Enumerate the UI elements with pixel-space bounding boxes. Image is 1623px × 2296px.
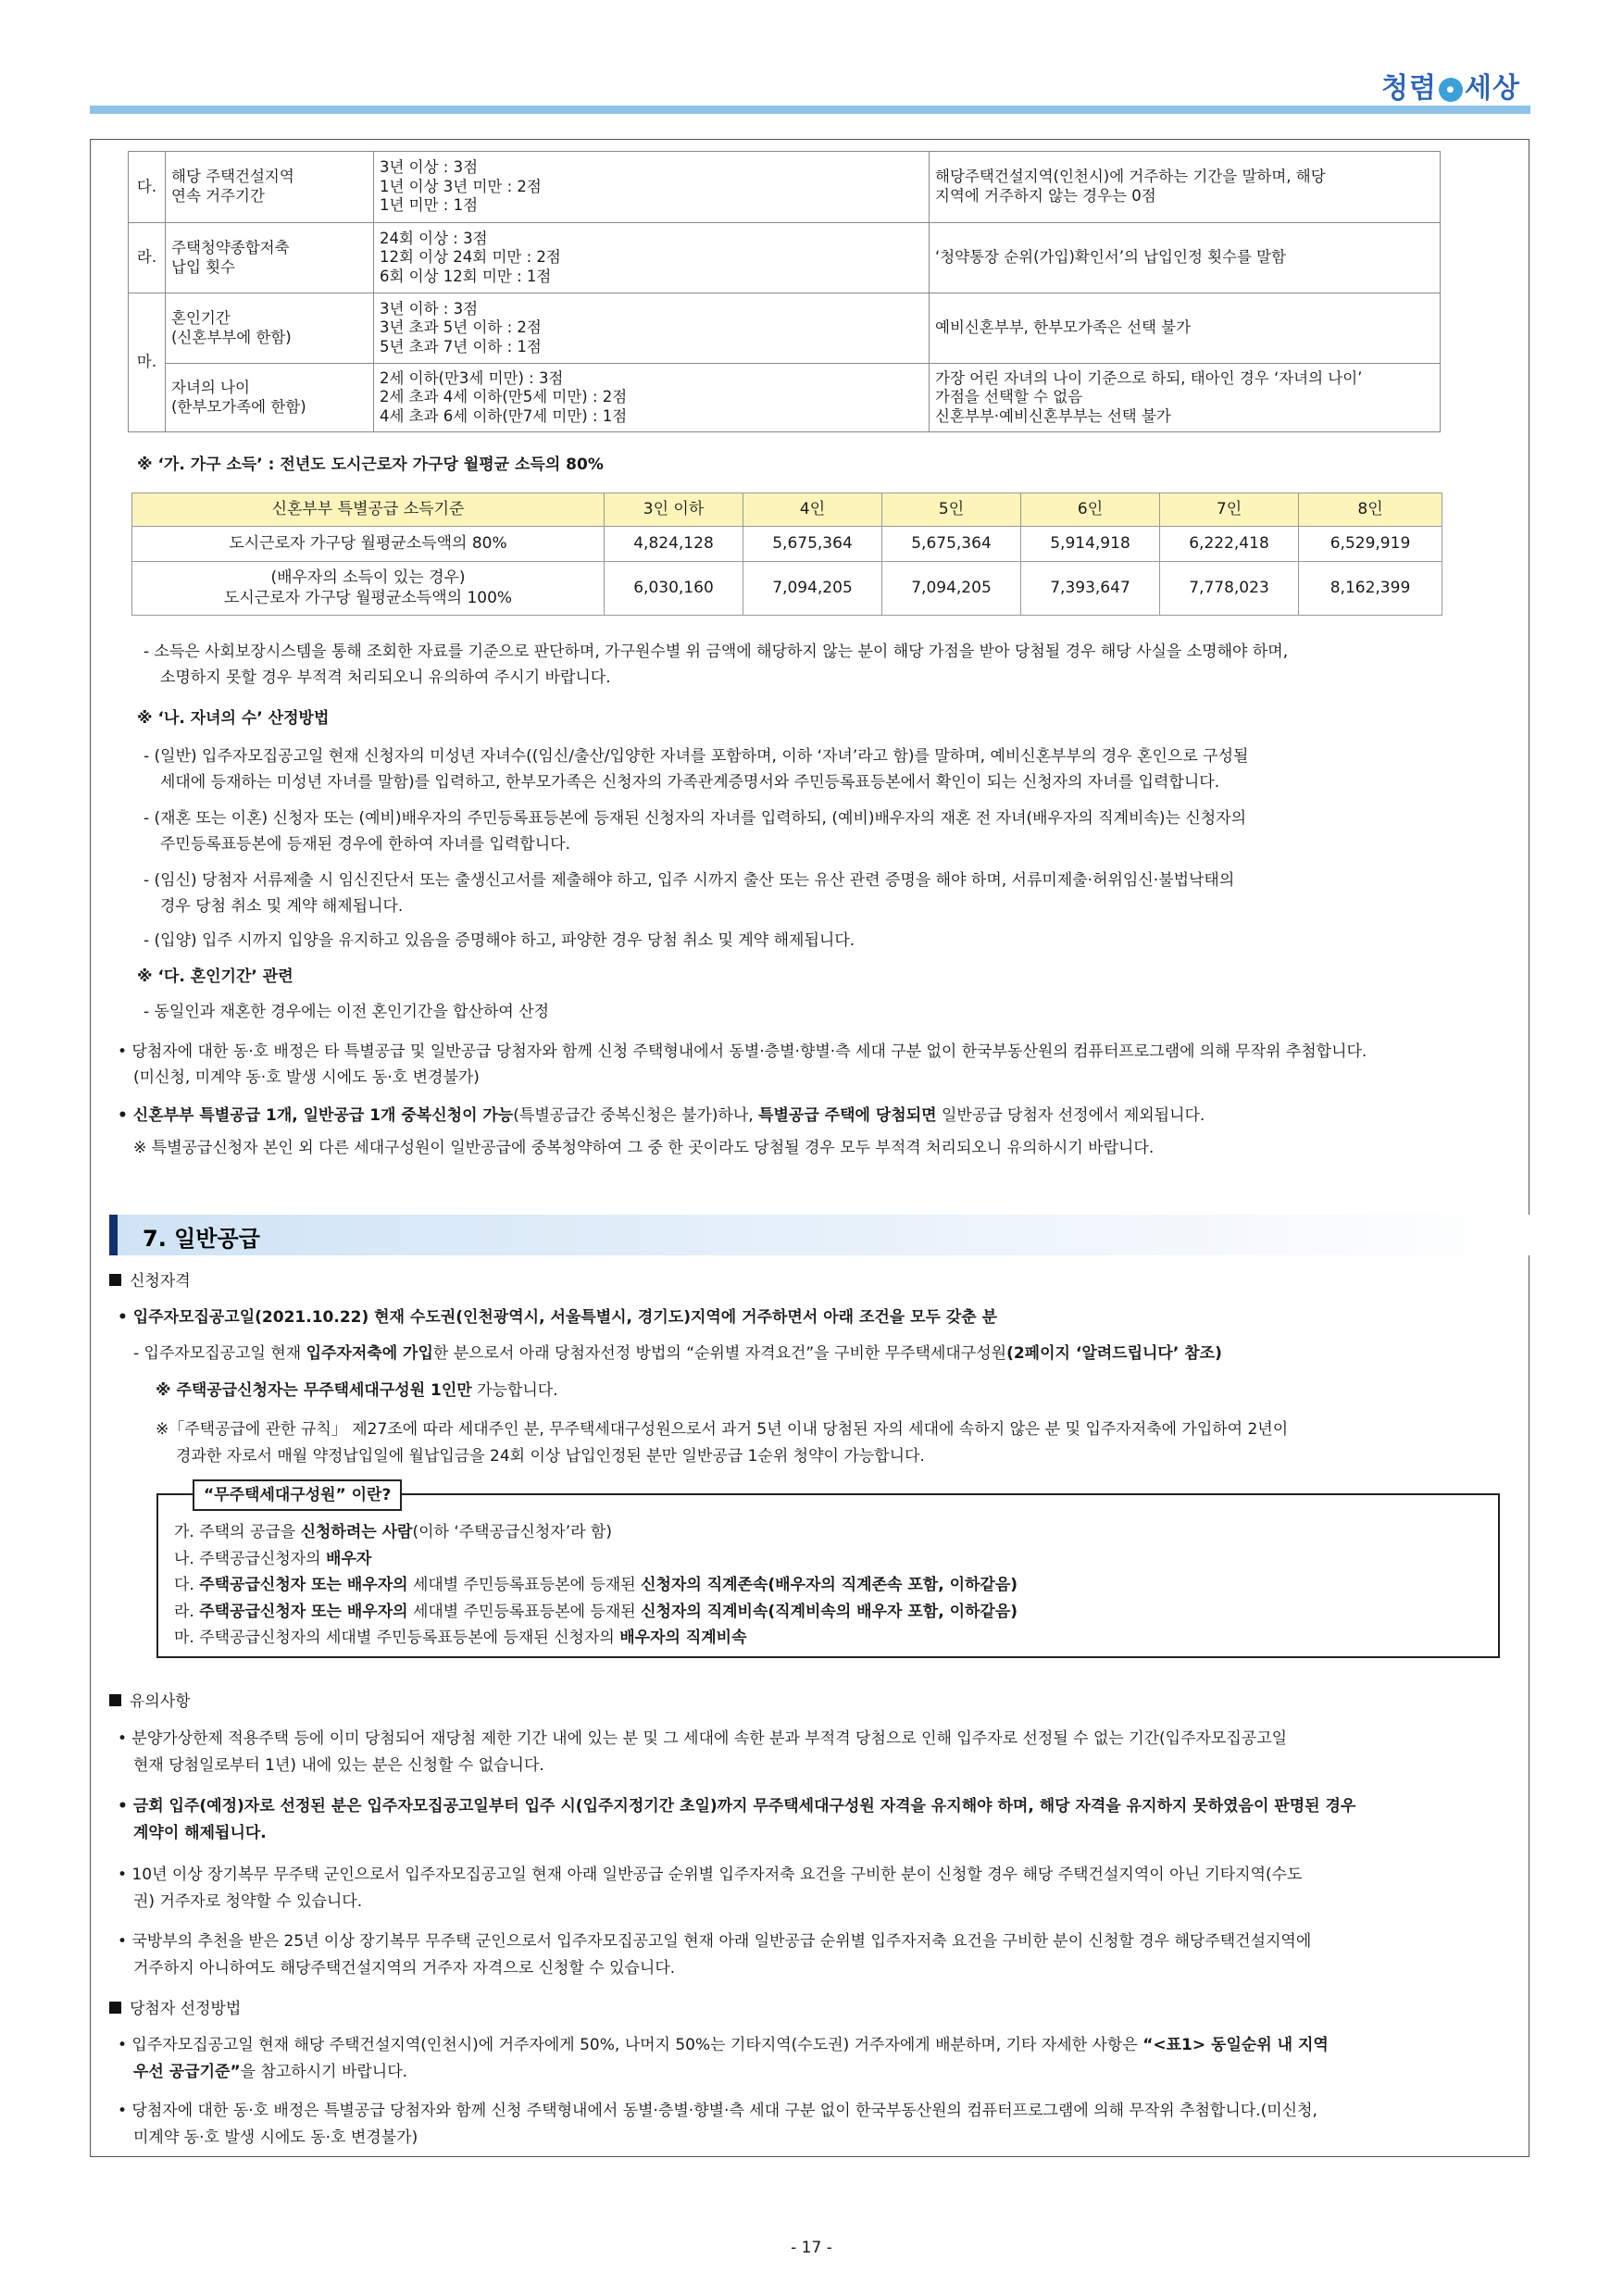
children-paragraph bbox=[144, 805, 1246, 857]
bold-text: ※ 주택공급신청자는 무주택세대구성원 1인만 bbox=[156, 1381, 472, 1400]
item-cell bbox=[166, 152, 374, 223]
row-label: 도시근로자 가구당 월평균소득액의 80% bbox=[132, 527, 605, 562]
table-cell: 6,222,418 bbox=[1160, 527, 1299, 562]
text-line: • 당첨자에 대한 동·호 배정은 타 특별공급 및 일반공급 당첨자와 함께 신청 주택형내에서 동별·층별·향별·측 세대 구분 없이 한국부동산원의 컴퓨터프로그램에 의해 무작위 추첨합니다. bbox=[118, 1042, 1367, 1061]
score-line: 2세 이하(만3세 미만) : 3점 bbox=[380, 368, 564, 387]
text-line: 세대에 등재하는 미성년 자녀를 말함)를 입력하고, 한부모가족은 신청자의 가족관계증명서와 주민등록표등본에서 확인이 되는 신청자의 자녀를 입력합니다. bbox=[160, 773, 1220, 792]
income-note: ※ ‘가. 가구 소득’ : 전년도 도시근로자 가구당 월평균 소득의 80% bbox=[137, 455, 604, 474]
caution-heading bbox=[109, 1691, 191, 1713]
definition-item bbox=[174, 1519, 1017, 1546]
item-line: (신혼부부에 한함) bbox=[171, 328, 292, 346]
note-cell bbox=[930, 364, 1441, 432]
table-cell: 5,675,364 bbox=[882, 527, 1021, 562]
column-header: 6인 bbox=[1021, 493, 1160, 527]
bold-text: “<표1> 동일순위 내 지역 bbox=[1142, 2036, 1329, 2054]
table-cell: 5,675,364 bbox=[743, 527, 882, 562]
text-span: 라. bbox=[174, 1602, 200, 1621]
square-bullet-icon bbox=[109, 2002, 121, 2014]
table-cell: 6,529,919 bbox=[1299, 527, 1442, 562]
text-line: • 10년 이상 장기복무 무주택 군인으로서 입주자모집공고일 현재 아래 일반공급 순위별 입주자저축 요건을 구비한 분이 신청할 경우 해당 주택건설지역이 아닌 기타지역(수도 bbox=[118, 1866, 1303, 1884]
bold-text: 신청자의 직계비속(직계비속의 배우자 포함, 이하같음) bbox=[641, 1602, 1018, 1621]
text-line: 소명하지 못할 경우 부적격 처리되오니 유의하여 주시기 바랍니다. bbox=[160, 668, 611, 687]
score-line: 12회 이상 24회 미만 : 2점 bbox=[380, 248, 561, 267]
table-row bbox=[129, 223, 1441, 293]
income-paragraph bbox=[144, 639, 1288, 691]
column-header: 8인 bbox=[1299, 493, 1442, 527]
income-table bbox=[131, 493, 1442, 616]
text-line: 경우 당첨 취소 및 계약 해제됩니다. bbox=[160, 897, 404, 916]
bold-text: 신청하려는 사람 bbox=[300, 1523, 413, 1541]
column-header: 4인 bbox=[743, 493, 882, 527]
score-line: 1년 이상 3년 미만 : 2점 bbox=[380, 177, 542, 195]
definition-box-label: “무주택세대구성원” 이란? bbox=[193, 1479, 402, 1511]
bold-text: 우선 공급기준” bbox=[133, 2063, 241, 2081]
text-span: (이하 ‘주택공급신청자’라 함) bbox=[412, 1523, 612, 1541]
item-line: 납입 횟수 bbox=[171, 257, 236, 276]
definition-item bbox=[174, 1546, 1017, 1573]
definition-item bbox=[174, 1625, 1017, 1652]
children-paragraph bbox=[144, 743, 1248, 795]
score-line: 1년 미만 : 1점 bbox=[380, 196, 479, 215]
table-cell: 6,030,160 bbox=[605, 562, 743, 616]
text-line: ※「주택공급에 관한 규칙」 제27조에 따라 세대주인 분, 무주택세대구성원으로서 과거 5년 이내 당첨된 자의 세대에 속하지 않은 분 및 입주자저축에 가입하여 2년이 bbox=[156, 1420, 1289, 1439]
qualification-sub bbox=[133, 1343, 1222, 1365]
text-span: 가능합니다. bbox=[471, 1381, 558, 1400]
definition-list bbox=[174, 1519, 1017, 1652]
item-line: 자녀의 나이 bbox=[171, 378, 250, 396]
section-title: 7. 일반공급 bbox=[143, 1226, 260, 1252]
text-line: (미신청, 미계약 동·호 발생 시에도 동·호 변경불가) bbox=[133, 1068, 480, 1087]
note-line: 가점을 선택할 수 없음 bbox=[935, 388, 1083, 406]
text-line: • 국방부의 추천을 받은 25년 이상 장기복무 무주택 군인으로서 입주자모집공고일 현재 아래 일반공급 순위별 입주자저축 요건을 구비한 분이 신청할 경우 해당주택건설지역에 bbox=[118, 1932, 1312, 1951]
definition-item bbox=[174, 1599, 1017, 1626]
children-paragraph: - (입양) 입주 시까지 입양을 유지하고 있음을 증명해야 하고, 파양한 경우 당첨 취소 및 계약 해제됩니다. bbox=[144, 931, 855, 950]
text-span: 세대별 주민등록표등본에 등재된 bbox=[407, 1576, 642, 1594]
table-row bbox=[132, 527, 1442, 562]
header-logo bbox=[1381, 65, 1520, 106]
note-line: 해당주택건설지역(인천시)에 거주하는 기간을 말하며, 해당 bbox=[935, 168, 1326, 186]
note-line: 지역에 거주하지 않는 경우는 0점 bbox=[935, 187, 1156, 205]
item-line: (한부모가족에 한함) bbox=[171, 397, 306, 416]
bold-text: 배우자 bbox=[326, 1549, 372, 1568]
selection-item bbox=[118, 2032, 1329, 2086]
text-span: 가. 주택의 공급을 bbox=[174, 1523, 301, 1541]
note-line: 신혼부부·예비신혼부부는 선택 불가 bbox=[935, 406, 1171, 425]
row-label-line: (배우자의 소득이 있는 경우) bbox=[270, 568, 466, 588]
text-line: - 소득은 사회보장시스템을 통해 조회한 자료를 기준으로 판단하며, 가구원수별 위 금액에 해당하지 않는 분이 해당 가점을 받아 당첨될 경우 해당 사실을 소명해야 하며, bbox=[144, 643, 1289, 661]
bold-text: • 신혼부부 특별공급 1개, 일반공급 1개 중복신청이 가능 bbox=[118, 1106, 514, 1125]
table-cell: 7,393,647 bbox=[1021, 562, 1160, 616]
heading-text: 신청자격 bbox=[130, 1272, 191, 1291]
scores-cell bbox=[374, 223, 930, 293]
score-line: 3년 이상 : 3점 bbox=[380, 158, 479, 177]
text-span: 다. bbox=[174, 1576, 200, 1594]
score-line: 6회 이상 12회 미만 : 1점 bbox=[380, 267, 552, 285]
table-header-row bbox=[132, 493, 1442, 527]
text-line bbox=[118, 2032, 1329, 2059]
note-cell bbox=[930, 152, 1441, 223]
page-number: - 17 - bbox=[791, 2239, 832, 2257]
selection-item bbox=[118, 2098, 1317, 2152]
table-cell: 7,778,023 bbox=[1160, 562, 1299, 616]
score-line: 5년 초과 7년 이하 : 1점 bbox=[380, 337, 542, 356]
text-line: 미계약 동·호 발생 시에도 동·호 변경불가) bbox=[133, 2128, 418, 2147]
duplicate-note: ※ 특별공급신청자 본인 외 다른 세대구성원이 일반공급에 중복청약하여 그 중 한 곳이라도 당첨될 경우 모두 부적격 처리되오니 유의하시기 바랍니다. bbox=[133, 1139, 1155, 1157]
text-line: • 금회 입주(예정)자로 선정된 분은 입주자모집공고일부터 입주 시(입주지정기간 초일)까지 무주택세대구성원 자격을 유지해야 하며, 해당 자격을 유지하지 못하였음이 판명된 경우 bbox=[118, 1797, 1356, 1816]
row-label: 마. bbox=[129, 293, 166, 432]
caution-item bbox=[118, 1862, 1302, 1915]
text-span: - 입주자모집공고일 현재 bbox=[133, 1344, 306, 1363]
text-span: 한 분으로서 아래 당첨자선정 방법의 “순위별 자격요건”을 구비한 무주택세대구성원 bbox=[432, 1344, 1007, 1363]
text-line: • 당첨자에 대한 동·호 배정은 특별공급 당첨자와 함께 신청 주택형내에서 동별·층별·향별·측 세대 구분 없이 한국부동산원의 컴퓨터프로그램에 의해 무작위 추첨합니다.(미신청, bbox=[118, 2102, 1317, 2120]
row-label bbox=[132, 562, 605, 616]
text-line: - (임신) 당첨자 서류제출 시 임신진단서 또는 출생신고서를 제출해야 하고, 입주 시까지 출산 또는 유산 관련 증명을 해야 하며, 서류미제출·허위임신·불법낙태의 bbox=[144, 871, 1235, 890]
item-cell bbox=[166, 364, 374, 432]
text-line: 주민등록표등본에 등재된 경우에 한하여 자녀를 입력합니다. bbox=[160, 835, 570, 854]
text-span: 세대별 주민등록표등본에 등재된 bbox=[407, 1602, 642, 1621]
bold-text: 특별공급 주택에 당첨되면 bbox=[758, 1106, 937, 1125]
column-header: 7인 bbox=[1160, 493, 1299, 527]
table-cell: 7,094,205 bbox=[743, 562, 882, 616]
row-label: 다. bbox=[129, 152, 166, 223]
item-line: 주택청약종합저축 bbox=[171, 238, 290, 256]
table-row bbox=[132, 562, 1442, 616]
assignment-paragraph bbox=[118, 1039, 1367, 1091]
caution-item bbox=[118, 1793, 1355, 1847]
column-header: 3인 이하 bbox=[605, 493, 743, 527]
definition-item bbox=[174, 1572, 1017, 1599]
heading-text: 유의사항 bbox=[130, 1692, 191, 1711]
section-title-bar bbox=[109, 1215, 1531, 1255]
row-label: 라. bbox=[129, 223, 166, 293]
item-cell bbox=[166, 293, 374, 364]
table-row bbox=[129, 293, 1441, 364]
note-cell: ‘청약통장 순위(가입)확인서’의 납입인정 횟수를 말함 bbox=[930, 223, 1441, 293]
marriage-paragraph: - 동일인과 재혼한 경우에는 이전 혼인기간을 합산하여 산정 bbox=[144, 1003, 550, 1021]
text-line: - (재혼 또는 이혼) 신청자 또는 (예비)배우자의 주민등록표등본에 등재된 신청자의 자녀를 입력하되, (예비)배우자의 재혼 전 자녀(배우자의 직계비속)는 신청자의 bbox=[144, 809, 1247, 828]
table-cell: 5,914,918 bbox=[1021, 527, 1160, 562]
score-line: 4세 초과 6세 이하(만7세 미만) : 1점 bbox=[380, 406, 628, 425]
bold-text: 배우자의 직계비속 bbox=[619, 1628, 747, 1647]
bold-text: (2페이지 ‘알려드립니다’ 참조) bbox=[1006, 1344, 1222, 1363]
logo-text-left: 청렴 bbox=[1381, 72, 1437, 105]
column-header: 5인 bbox=[882, 493, 1021, 527]
table-cell: 4,824,128 bbox=[605, 527, 743, 562]
heading-text: 당첨자 선정방법 bbox=[130, 2000, 242, 2018]
text-span: 나. 주택공급신청자의 bbox=[174, 1549, 327, 1568]
bold-text: 주택공급신청자 또는 배우자의 bbox=[199, 1602, 408, 1621]
bold-text: 입주자저축에 가입 bbox=[306, 1344, 433, 1363]
table-row bbox=[129, 152, 1441, 223]
score-line: 24회 이상 : 3점 bbox=[380, 229, 488, 247]
table-cell: 7,094,205 bbox=[882, 562, 1021, 616]
qualification-heading bbox=[109, 1271, 191, 1292]
selection-heading bbox=[109, 1999, 241, 2020]
bold-text: 신청자의 직계존속(배우자의 직계존속 포함, 이하같음) bbox=[641, 1576, 1018, 1594]
header-divider bbox=[90, 106, 1530, 114]
item-line: 혼인기간 bbox=[171, 308, 231, 327]
item-cell bbox=[166, 223, 374, 293]
text-line: 계약이 해제됩니다. bbox=[133, 1824, 267, 1842]
text-span: 을 참고하시기 바랍니다. bbox=[240, 2063, 408, 2081]
row-label-line: 도시근로자 가구당 월평균소득액의 100% bbox=[223, 588, 513, 607]
children-heading: ※ ‘나. 자녀의 수’ 산정방법 bbox=[137, 709, 330, 728]
text-line bbox=[118, 2059, 1329, 2086]
text-line: 현재 당첨일로부터 1년) 내에 있는 분은 신청할 수 없습니다. bbox=[133, 1756, 544, 1775]
caution-item bbox=[118, 1928, 1311, 1982]
text-span: 일반공급 당첨자 선정에서 제외됩니다. bbox=[936, 1106, 1205, 1125]
text-line: 거주하지 아니하여도 해당주택건설지역의 거주자 자격으로 신청할 수 있습니다. bbox=[133, 1959, 676, 1978]
text-span: • 입주자모집공고일 현재 해당 주택건설지역(인천시)에 거주자에게 50%, 나머지 50%는 기타지역(수도권) 거주자에게 배분하며, 기타 자세한 사항은 bbox=[118, 2036, 1143, 2054]
note-line: 가장 어린 자녀의 나이 기준으로 하되, 태아인 경우 ‘자녀의 나이’ bbox=[935, 368, 1363, 387]
text-line: 권) 거주자로 청약할 수 있습니다. bbox=[133, 1892, 363, 1911]
section-marker bbox=[109, 1215, 118, 1255]
score-line: 2세 초과 4세 이하(만5세 미만) : 2점 bbox=[380, 388, 628, 406]
table-cell: 8,162,399 bbox=[1299, 562, 1442, 616]
scores-cell bbox=[374, 293, 930, 364]
square-bullet-icon bbox=[109, 1694, 121, 1706]
scores-cell bbox=[374, 152, 930, 223]
score-line: 3년 이하 : 3점 bbox=[380, 299, 479, 318]
bold-text: 주택공급신청자 또는 배우자의 bbox=[199, 1576, 408, 1594]
children-paragraph bbox=[144, 867, 1234, 919]
column-header: 신혼부부 특별공급 소득기준 bbox=[132, 493, 605, 527]
item-line: 해당 주택건설지역 bbox=[171, 168, 294, 186]
duplicate-application-paragraph bbox=[118, 1105, 1205, 1127]
text-line: - (일반) 입주자모집공고일 현재 신청자의 미성년 자녀수((임신/출산/입양한 자녀를 포함하며, 이하 ‘자녀’라고 함)를 말하며, 예비신혼부부의 경우 혼인으로 구성될 bbox=[144, 747, 1249, 766]
scores-cell bbox=[374, 364, 930, 432]
logo-text-right: 세상 bbox=[1464, 72, 1520, 105]
qualification-note bbox=[156, 1380, 558, 1402]
text-line: • 분양가상한제 적용주택 등에 이미 당첨되어 재당첨 제한 기간 내에 있는 분 및 그 세대에 속한 분과 부적격 당첨으로 인해 입주자로 선정될 수 없는 기간(입주자모집공고일 bbox=[118, 1729, 1288, 1748]
text-span: (특별공급간 중복신청은 불가)하나, bbox=[513, 1106, 759, 1125]
caution-item bbox=[118, 1726, 1287, 1779]
marriage-heading: ※ ‘다. 혼인기간’ 관련 bbox=[137, 967, 293, 986]
square-bullet-icon bbox=[109, 1274, 121, 1286]
qualification-rule bbox=[156, 1416, 1288, 1470]
text-line: 경과한 자로서 매월 약정납입일에 월납입금을 24회 이상 납입인정된 분만 일반공급 1순위 청약이 가능합니다. bbox=[176, 1447, 925, 1466]
logo-emblem-icon: ● bbox=[1439, 78, 1463, 102]
table-row bbox=[129, 364, 1441, 432]
text-span: 마. 주택공급신청자의 세대별 주민등록표등본에 등재된 신청자의 bbox=[174, 1628, 620, 1647]
score-table bbox=[128, 151, 1441, 432]
score-line: 3년 초과 5년 이하 : 2점 bbox=[380, 318, 542, 337]
item-line: 연속 거주기간 bbox=[171, 187, 265, 205]
note-cell: 예비신혼부부, 한부모가족은 선택 불가 bbox=[930, 293, 1441, 364]
qualification-main: • 입주자모집공고일(2021.10.22) 현재 수도권(인천광역시, 서울특별시, 경기도)지역에 거주하면서 아래 조건을 모두 갖춘 분 bbox=[118, 1308, 998, 1327]
